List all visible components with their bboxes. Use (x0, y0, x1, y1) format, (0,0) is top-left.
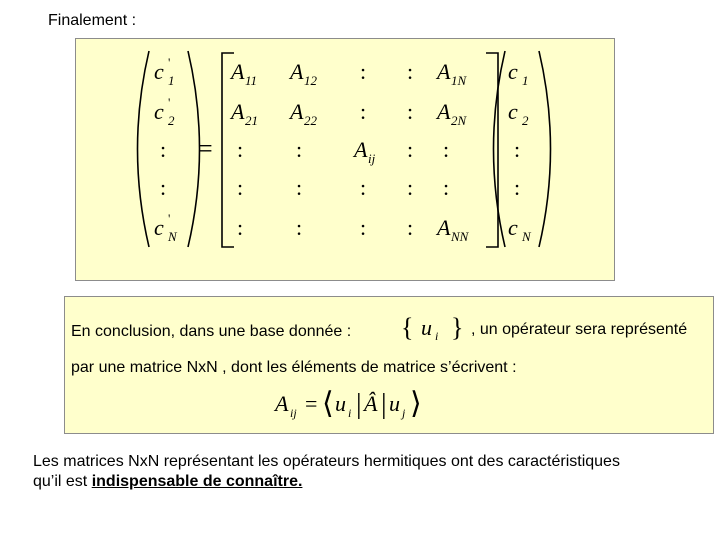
basis-set (399, 313, 467, 343)
footer-emphasis: indispensable de connaître. (91, 473, 303, 490)
formula-operator: Â (364, 391, 378, 416)
lhs-entry-dots: : (160, 175, 167, 200)
footer-text (33, 452, 713, 492)
matrix-entry (407, 99, 413, 124)
footer-line-2 (33, 472, 713, 492)
matrix-entry-base: A (290, 59, 304, 84)
matrix-entry (296, 215, 302, 240)
matrix-entry-dots: : (407, 175, 414, 200)
matrix-entry (407, 59, 413, 84)
matrix-entry-dots: : (360, 175, 367, 200)
rhs-entry-base: c (508, 59, 518, 84)
matrix-entry-dots: : (296, 175, 303, 200)
rhs-entry-dots: : (514, 137, 521, 162)
matrix-entry (443, 137, 449, 162)
lhs-entry (154, 55, 175, 88)
rhs-entry (514, 137, 520, 162)
matrix-right-bracket (486, 53, 498, 247)
lhs-entry-prime: ' (168, 55, 171, 70)
matrix-entry (407, 175, 413, 200)
matrix-entries (229, 59, 470, 244)
rhs-entry-sub: 2 (522, 113, 529, 128)
matrix-entry-dots: : (407, 59, 414, 84)
matrix-entry (360, 59, 366, 84)
matrix-equation-panel (75, 38, 615, 281)
matrix-entry-dots: : (296, 215, 303, 240)
matrix-entry-dots: : (237, 215, 244, 240)
matrix-entry (352, 137, 376, 166)
formula-langle: ⟨ (322, 387, 334, 420)
lhs-entry-base: c (154, 215, 164, 240)
matrix-entry-dots: : (360, 99, 367, 124)
lhs-entry (154, 95, 175, 128)
matrix-entry (360, 175, 366, 200)
rhs-entry (508, 99, 529, 128)
matrix-entry (435, 99, 468, 128)
formula-rangle: ⟩ (410, 387, 422, 420)
formula-lhs-sub: ij (290, 406, 297, 420)
lhs-entry-sub: 1 (168, 73, 175, 88)
rhs-entry (508, 59, 529, 88)
basis-close-brace: } (451, 313, 464, 342)
formula-ket-sub: j (402, 406, 406, 420)
matrix-entry-base: A (290, 99, 304, 124)
rhs-vector (508, 59, 532, 244)
matrix-entry (435, 215, 470, 244)
matrix-entry-base: A (354, 137, 368, 162)
matrix-entry-dots: : (443, 175, 450, 200)
matrix-entry-sub: 2N (451, 113, 467, 128)
rhs-entry (514, 175, 520, 200)
matrix-entry-dots: : (296, 137, 303, 162)
matrix-entry-dots: : (407, 99, 414, 124)
matrix-equation (76, 39, 616, 282)
rhs-entry-base: c (508, 215, 518, 240)
matrix-entry (229, 99, 258, 128)
matrix-entry (360, 99, 366, 124)
footer-line-2-prefix: qu’il est (33, 473, 88, 490)
matrix-entry-sub: 22 (304, 113, 317, 128)
matrix-entry-dots: : (360, 215, 367, 240)
matrix-entry-sub: ij (368, 151, 376, 166)
matrix-entry-base: A (437, 215, 451, 240)
matrix-entry (237, 175, 243, 200)
matrix-entry-base: A (437, 59, 451, 84)
rhs-right-paren (539, 51, 551, 247)
basis-symbol: u (421, 315, 432, 340)
conclusion-panel (64, 296, 714, 434)
formula-bar-2: | (381, 389, 387, 420)
formula-bra-sub: i (348, 406, 352, 420)
formula-equals: = (305, 391, 318, 416)
matrix-entry (443, 175, 449, 200)
matrix-entry (237, 137, 243, 162)
matrix-entry-base: A (231, 99, 245, 124)
matrix-entry (296, 137, 302, 162)
basis-open-brace: { (401, 313, 414, 342)
rhs-entry-dots: : (514, 175, 521, 200)
matrix-entry-base: A (231, 59, 245, 84)
lhs-vector (154, 55, 178, 244)
lhs-entry-prime: ' (168, 95, 171, 110)
matrix-entry-dots: : (443, 137, 450, 162)
lhs-entry-sub: 2 (168, 113, 175, 128)
matrix-element-formula (271, 387, 431, 425)
matrix-entry (407, 137, 413, 162)
matrix-entry-sub: 12 (304, 73, 317, 88)
lhs-entry-base: c (154, 99, 164, 124)
matrix-entry (435, 59, 468, 88)
lhs-left-paren (138, 51, 150, 247)
matrix-entry-sub: 11 (245, 73, 258, 88)
matrix-entry-sub: 1N (451, 73, 467, 88)
matrix-entry-sub: 21 (245, 113, 258, 128)
matrix-entry-dots: : (237, 175, 244, 200)
matrix-entry-dots: : (407, 215, 414, 240)
conclusion-line-1-suffix: , un opérateur sera représenté (471, 321, 688, 338)
formula-lhs: A (275, 391, 289, 416)
formula-bar-1: | (356, 389, 362, 420)
equals-sign: = (198, 134, 213, 163)
rhs-left-paren (494, 51, 506, 247)
basis-subscript: i (435, 329, 439, 343)
matrix-entry-base: A (437, 99, 451, 124)
lhs-entry-base: c (154, 59, 164, 84)
lhs-entry-prime: ' (168, 211, 171, 226)
lhs-entry-sub: N (168, 229, 177, 244)
matrix-entry-dots: : (237, 137, 244, 162)
matrix-entry (296, 175, 302, 200)
lhs-entry-dots: : (160, 137, 167, 162)
matrix-entry-dots: : (407, 137, 414, 162)
page-heading: Finalement : (48, 12, 137, 29)
matrix-entry (360, 215, 366, 240)
conclusion-line-2: par une matrice NxN , dont les éléments de matrice s’écrivent : (71, 359, 517, 376)
rhs-entry-sub: N (522, 229, 531, 244)
conclusion-line-1: En conclusion, dans une base donnée : (71, 323, 352, 340)
matrix-entry-dots: : (360, 59, 367, 84)
matrix-entry (288, 99, 318, 128)
rhs-entry (508, 215, 532, 244)
matrix-entry (237, 215, 243, 240)
matrix-entry-sub: NN (451, 229, 469, 244)
matrix-entry (229, 59, 257, 88)
matrix-entry (288, 59, 318, 88)
rhs-entry-sub: 1 (522, 73, 529, 88)
lhs-entry (160, 175, 166, 200)
footer-line-1: Les matrices NxN représentant les opérateurs hermitiques ont des caractéristiques (33, 453, 620, 470)
formula-ket-u: u (389, 391, 400, 416)
lhs-entry (160, 137, 166, 162)
formula-bra-u: u (335, 391, 346, 416)
lhs-entry (154, 211, 178, 244)
matrix-entry (407, 215, 413, 240)
rhs-entry-base: c (508, 99, 518, 124)
